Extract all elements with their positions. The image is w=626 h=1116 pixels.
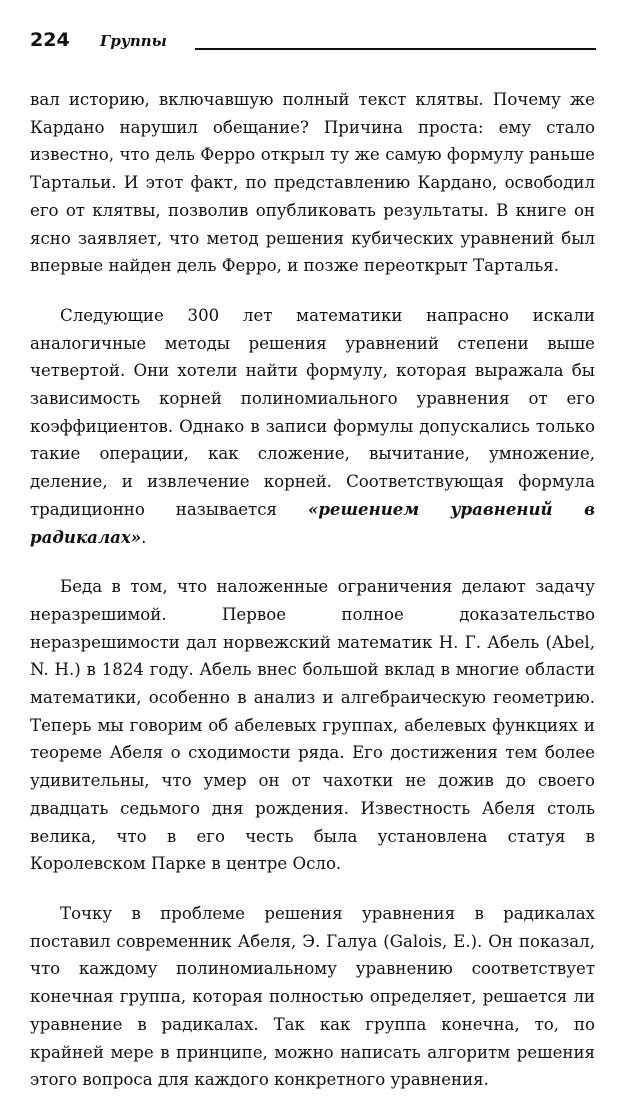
header-rule <box>195 48 596 50</box>
body-text <box>30 86 595 1116</box>
page-header <box>30 28 596 58</box>
paragraph-2-tail: . <box>141 527 147 547</box>
emphasized-term: «решением уравнений в радикалах» <box>30 498 595 547</box>
paragraph-2 <box>30 302 595 551</box>
paragraph-2-text: Следующие 300 лет математики напрасно искали аналогичные методы решения уравнений степени выше четвертой. Они хотели найти формулу, которая выражала бы зависимость корней полиномиального уравнения от его коэффициентов. Однако в записи формулы допускались только такие операции, как сложение, вычитание, умножение, деление, и извлечение корней. Соответствующая формула традиционно называется <box>30 305 595 519</box>
paragraph-1: вал историю, включавшую полный текст клятвы. Почему же Кардано нарушил обещание? Причина проста: ему стало известно, что дель Ферро открыл ту же самую формулу раньше Тартальи. И этот факт, по представлению Кардано, освободил его от клятвы, позволив опубликовать результаты. В книге он ясно заявляет, что метод решения кубических уравнений был впервые найден дель Ферро, и позже переоткрыт Тарталья. <box>30 90 595 276</box>
paragraph-3: Беда в том, что наложенные ограничения делают задачу неразрешимой. Первое полное доказательство неразрешимости дал норвежский математик Н. Г. Абель (Abel, N. H.) в 1824 году. Абель внес большой вклад в многие области математики, особенно в анализ и алгебраическую геометрию. Теперь мы говорим об абелевых группах, абелевых функциях и теореме Абеля о сходимости ряда. Его достижения тем более удивительны, что умер он от чахотки не дожив до своего двадцать седьмого дня рождения. Известность Абеля столь велика, что в его честь была установлена статуя в Королевском Парке в центре Осло. <box>30 577 595 874</box>
running-title: Группы <box>100 32 167 50</box>
page-number: 224 <box>30 29 70 51</box>
paragraph-4: Точку в проблеме решения уравнения в радикалах поставил современник Абеля, Э. Галуа (Galois, E.). Он показал, что каждому полиномиальному уравнению соответствует конечная группа, которая полностью определяет, решается ли уравнение в радикалах. Так как группа конечна, то, по крайней мере в принципе, можно написать алгоритм решения этого вопроса для каждого конкретного уравнения. <box>30 903 595 1090</box>
